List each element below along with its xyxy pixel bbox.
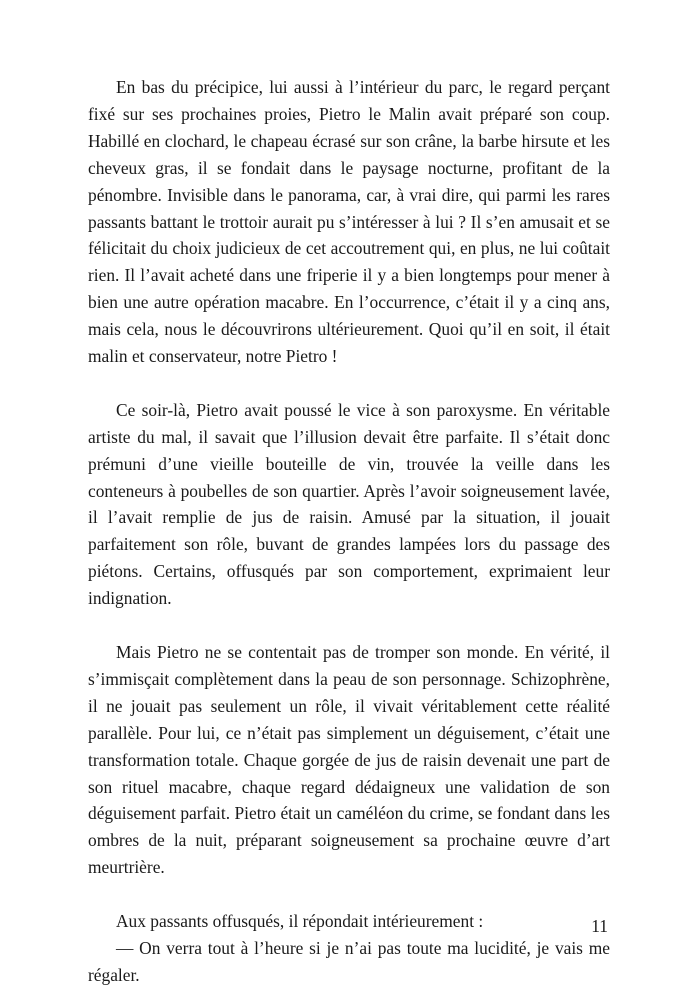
paragraph-4: Aux passants offusqués, il répondait intérieurement : [116, 911, 484, 932]
paragraph-1: En bas du précipice, lui aussi à l’intérieur du parc, le regard perçant fixé sur ses prochaines proies, Pietro le Malin avait préparé son coup. Habillé en clochard, le chapeau écrasé sur son crâne, la barbe hirsute et les cheveux gras, il se fondait dans le paysage nocturne, profitant de la pénombre. Invisible dans le panorama, car, à vrai dire, qui parmi les rares passants battant le trottoir aurait pu s’intéresser à lui ? Il s’en amusait et se félicitait du choix judicieux de cet accoutrement qui, en plus, ne lui coûtait rien. Il l’avait acheté dans une friperie il y a bien longtemps pour mener à bien une autre opération macabre. En l’occurrence, c’était il y a cinq ans, mais cela, nous le découvrirons ultérieurement. Quoi qu’il en soit, il était malin et conservateur, notre Pietro ! [88, 77, 610, 367]
page-body [88, 74, 610, 989]
page-number: 11 [591, 916, 608, 936]
paragraph-2: Ce soir-là, Pietro avait poussé le vice à son paroxysme. En véritable artiste du mal, il savait que l’illusion devait être parfaite. Il s’était donc prémuni d’une vieille bouteille de vin, trouvée la veille dans les conteneurs à poubelles de son quartier. Après l’avoir soigneusement lavée, il l’avait remplie de jus de raisin. Amusé par la situation, il jouait parfaitement son rôle, buvant de grandes lampées lors du passage des piétons. Certains, offusqués par son comportement, exprimaient leur indignation. [88, 399, 610, 609]
dialogue-line: — On verra tout à l’heure si je n’ai pas toute ma lucidité, je vais me régaler. [88, 937, 610, 985]
paragraph-3: Mais Pietro ne se contentait pas de tromper son monde. En vérité, il s’immisçait complètement dans la peau de son personnage. Schizophrène, il ne jouait pas seulement un rôle, il vivait véritablement cette réalité parallèle. Pour lui, ce n’était pas simplement un déguisement, c’était une transformation totale. Chaque gorgée de jus de raisin devenait une part de son rituel macabre, chaque regard dédaigneux une validation de son déguisement parfait. Pietro était un caméléon du crime, se fondant dans les ombres de la nuit, préparant soigneusement sa prochaine œuvre d’art meurtrière. [88, 642, 610, 878]
